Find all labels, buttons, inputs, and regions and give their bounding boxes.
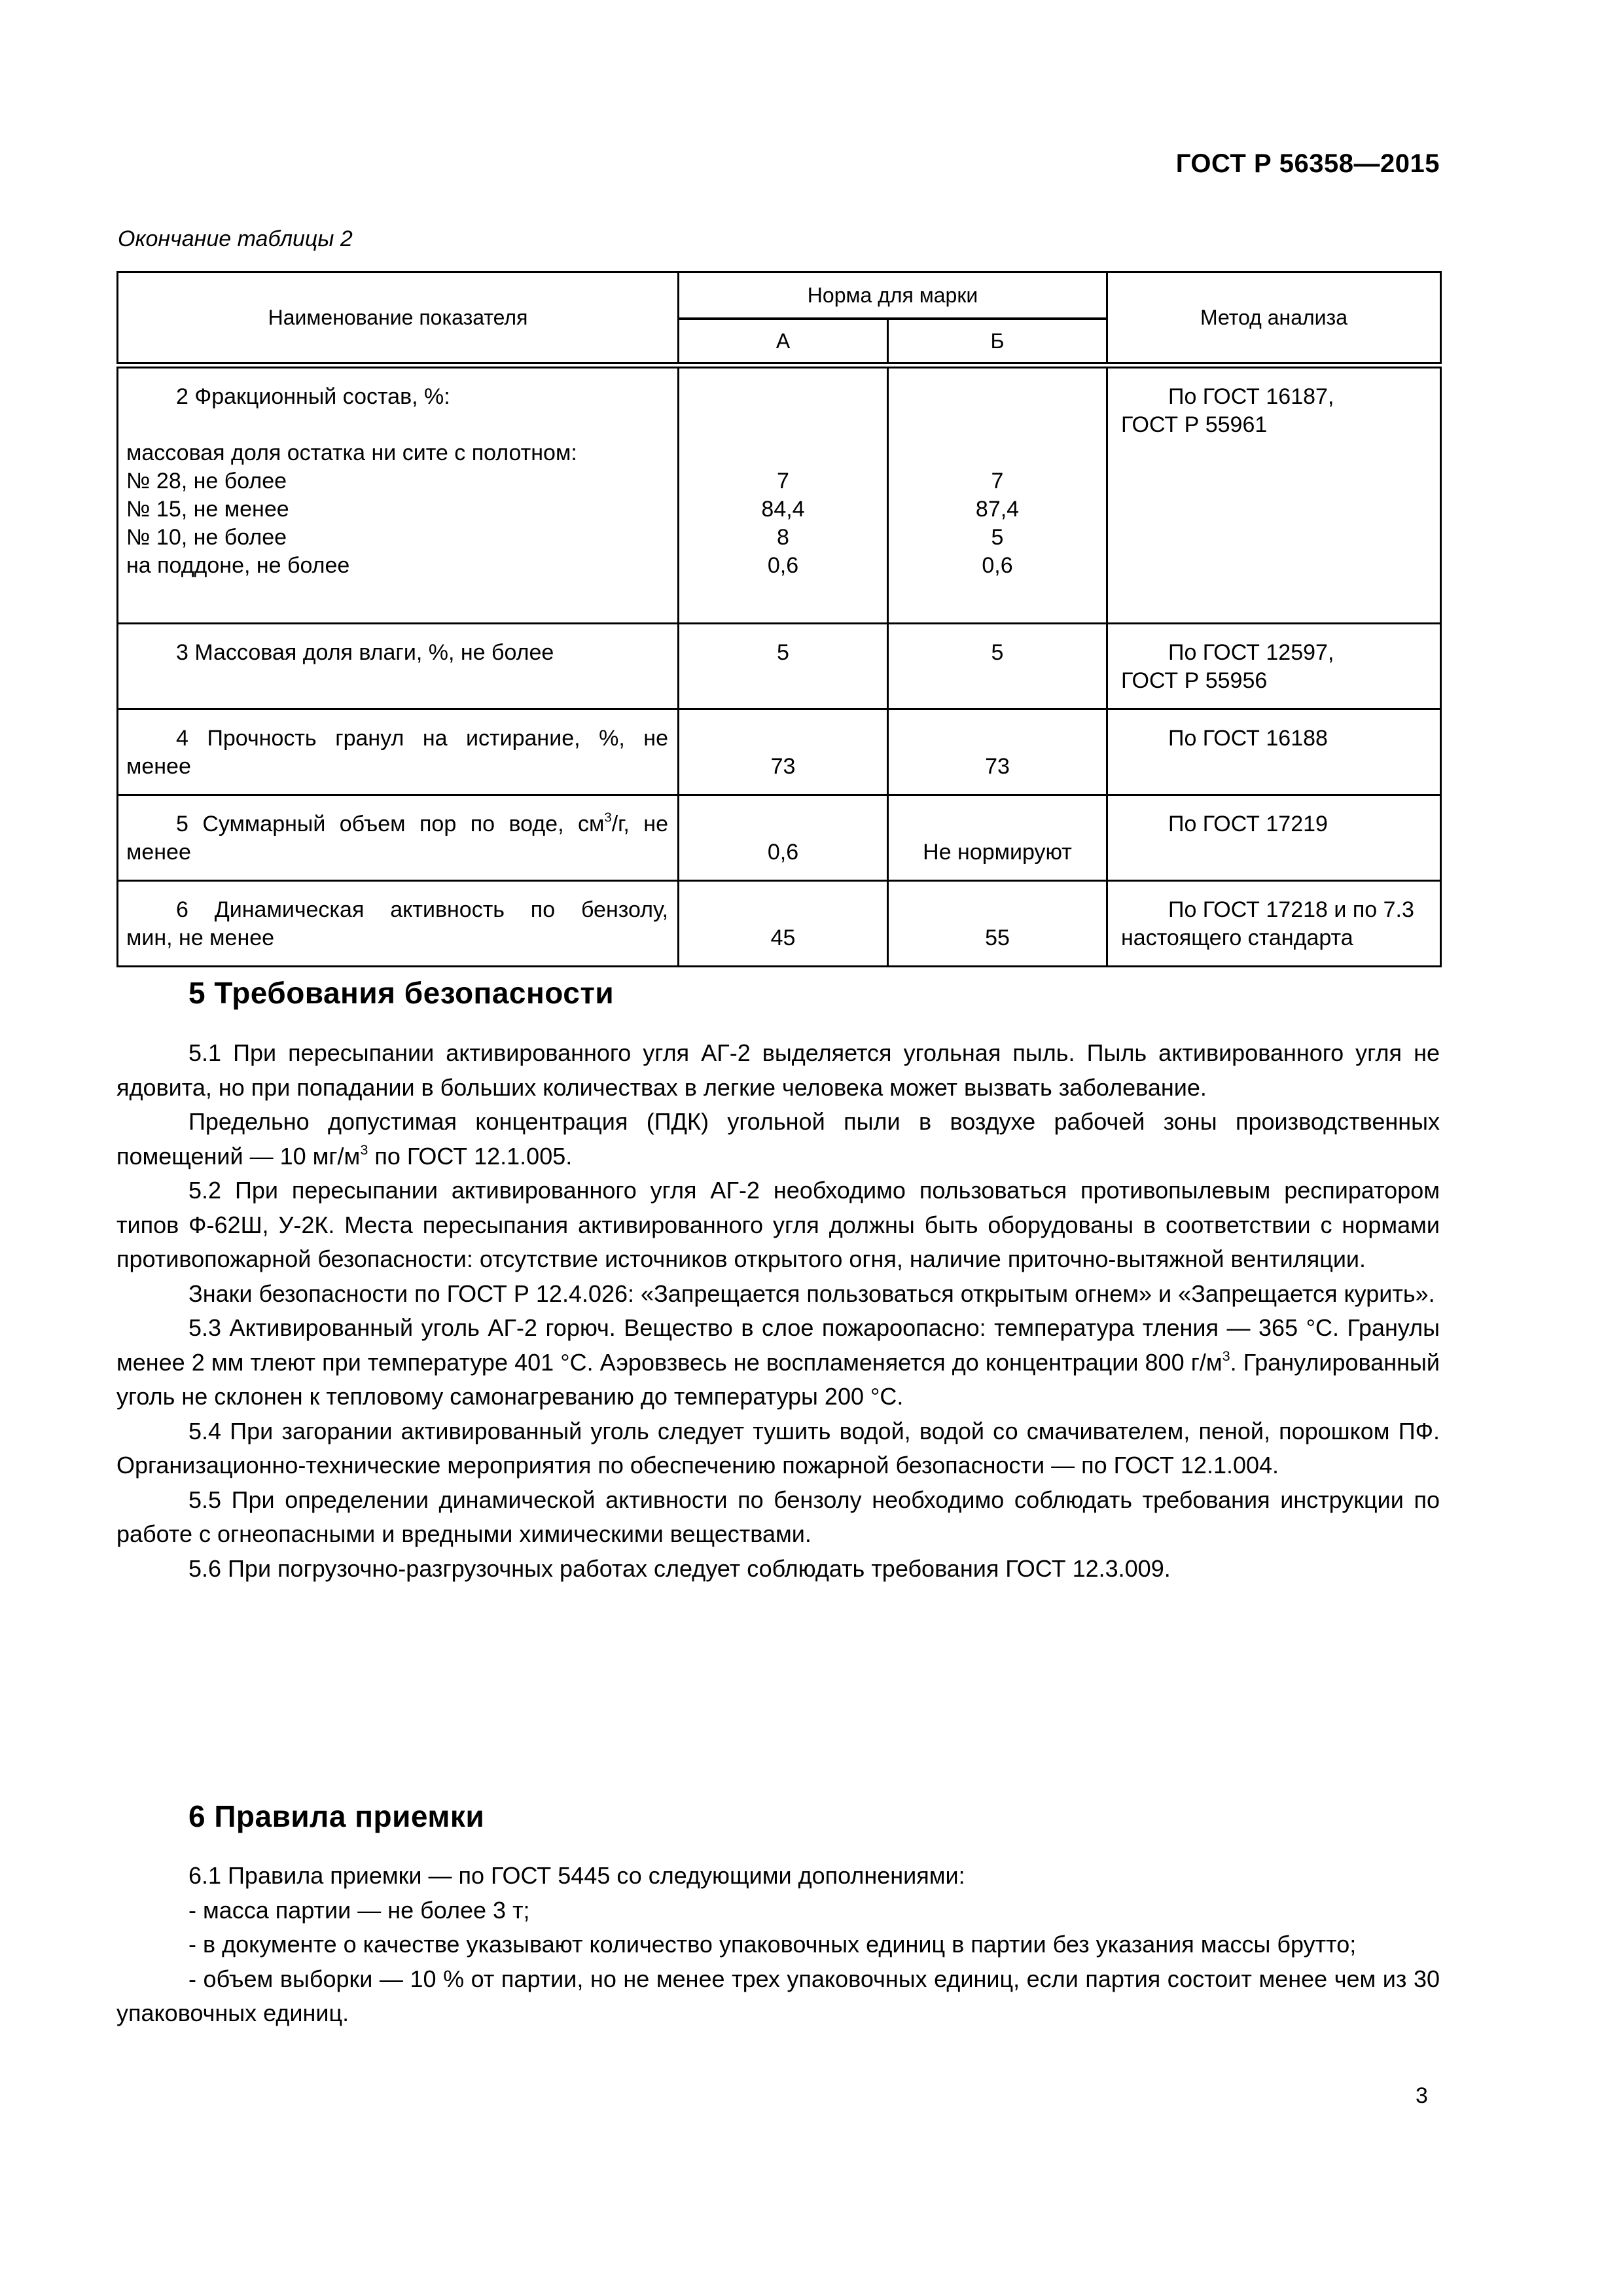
list-item: - объем выборки — 10 % от партии, но не менее трех упаковочных единиц, если партия состоит менее чем из 30 упаковочных единиц. — [116, 1965, 1440, 2026]
properties-table — [116, 271, 1442, 967]
section-6-body — [116, 1859, 1440, 2031]
paragraph-5-5: 5.5 При определении динамической активности по бензолу необходимо соблюдать требования инструкции по работе с огнеопасными и вредными химическими веществами. — [116, 1486, 1440, 1547]
paragraph-5-3: 5.3 Активированный уголь АГ-2 горюч. Вещество в слое пожароопасно: температура тления — 365 °С. Гранулы менее 2 мм тлеют при температуре 401 °С. Аэровзвесь не воспламеняется до концентрации 800 $г/м^3$. Гранулированный уголь не склонен к тепловому самонагреванию до температуры 200 °С. — [116, 1314, 1440, 1410]
cell-grade-a: 5 — [679, 624, 888, 709]
cell-method: По ГОСТ 16188 — [1107, 709, 1441, 795]
list-item: - в документе о качестве указывают количество упаковочных единиц в партии без указания массы брутто; — [188, 1931, 1357, 1958]
paragraph-safety-signs: Знаки безопасности по ГОСТ Р 12.4.026: «Запрещается пользоваться открытым огнем» и «Запрещается курить». — [188, 1280, 1435, 1307]
header-analysis-method: Метод анализа — [1107, 272, 1441, 366]
table-caption: Окончание таблицы 2 — [118, 226, 353, 251]
cell-indicator: 3 Массовая доля влаги, %, не более — [118, 624, 679, 709]
cell-grade-b: 55 — [888, 881, 1107, 967]
document-designation: ГОСТ Р 56358—2015 — [1175, 149, 1440, 178]
table-row — [118, 795, 1441, 881]
cell-method: По ГОСТ 16187, ГОСТ Р 55961 — [1107, 365, 1441, 624]
section-5-body — [116, 1036, 1440, 1586]
list-item: - масса партии — не более 3 т; — [188, 1896, 530, 1924]
paragraph-5-4: 5.4 При загорании активированный уголь следует тушить водой, водой со смачивателем, пеной, порошком ПФ. Организационно-технические мероприятия по обеспечению пожарной безопасности — по ГОСТ 12.1.004. — [116, 1417, 1440, 1479]
cell-grade-a: 0,6 — [679, 795, 888, 881]
cell-method: По ГОСТ 17218 и по 7.3 настоящего стандарта — [1107, 881, 1441, 967]
cell-method: По ГОСТ 17219 — [1107, 795, 1441, 881]
header-norm-for-grade: Норма для марки — [679, 272, 1107, 319]
cell-indicator: 6 Динамическая активность по бензолу, мин, не менее — [118, 881, 679, 967]
page-number: 3 — [1416, 2083, 1428, 2108]
cell-grade-a: 45 — [679, 881, 888, 967]
cell-indicator: 5 Суммарный объем пор по воде, $см^3/г$, не менее — [118, 795, 679, 881]
header-indicator-name: Наименование показателя — [118, 272, 679, 366]
paragraph-5-6: 5.6 При погрузочно-разгрузочных работах следует соблюдать требования ГОСТ 12.3.009. — [188, 1554, 1171, 1582]
cell-grade-b: 5 — [888, 624, 1107, 709]
cell-grade-b: Не нормируют — [888, 795, 1107, 881]
header-grade-a: А — [679, 319, 888, 365]
table-row — [118, 365, 1441, 624]
table-row — [118, 881, 1441, 967]
paragraph-5-1: 5.1 При пересыпании активированного угля АГ-2 выделяется угольная пыль. Пыль активированного угля не ядовита, но при попадании в больших количествах в легкие человека может вызвать заболевание. — [116, 1039, 1440, 1101]
table-row — [118, 624, 1441, 709]
cell-grade-b: 73 — [888, 709, 1107, 795]
paragraph-6-1: 6.1 Правила приемки — по ГОСТ 5445 со следующими дополнениями: — [188, 1862, 965, 1889]
cell-grade-b: 7 87,4 5 0,6 — [888, 365, 1107, 624]
cell-grade-a: 7 84,4 8 0,6 — [679, 365, 888, 624]
cell-indicator: 2 Фракционный состав, %: массовая доля остатка ни сите с полотном: № 28, не более № 15, не менее № 10, не более на поддоне, не более — [118, 365, 679, 624]
section-5-heading: 5 Требования безопасности — [188, 976, 615, 1010]
section-6-heading: 6 Правила приемки — [188, 1799, 485, 1833]
table-row — [118, 709, 1441, 795]
paragraph-5-2: 5.2 При пересыпании активированного угля АГ-2 необходимо пользоваться противопылевым респиратором типов Ф-62Ш, У-2К. Места пересыпания активированного угля должны быть оборудованы в соответствии с нормами противопожарной безопасности: отсутствие источников открытого огня, наличие приточно-вытяжной вентиляции. — [116, 1177, 1440, 1272]
header-grade-b: Б — [888, 319, 1107, 365]
cell-method: По ГОСТ 12597, ГОСТ Р 55956 — [1107, 624, 1441, 709]
cell-indicator: 4 Прочность гранул на истирание, %, не менее — [118, 709, 679, 795]
paragraph-mpc: Предельно допустимая концентрация (ПДК) угольной пыли в воздухе рабочей зоны производственных помещений — 10 $мг/м^3$ по ГОСТ 12.1.005. — [116, 1108, 1440, 1170]
cell-grade-a: 73 — [679, 709, 888, 795]
